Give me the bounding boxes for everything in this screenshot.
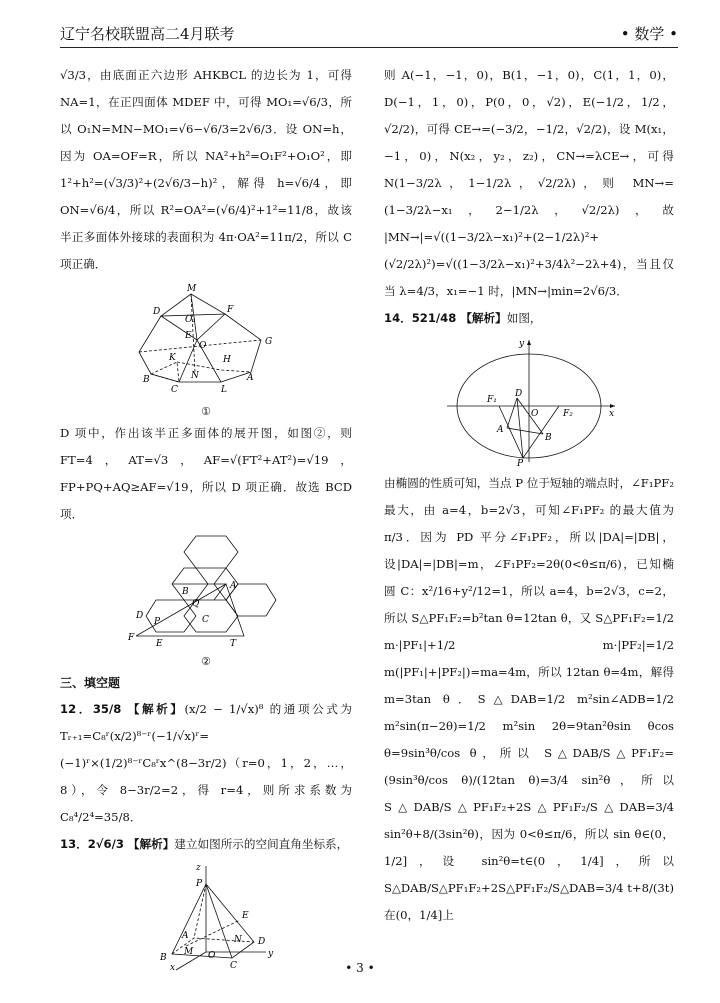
q13-continuation: 则 A(−1，−1，0)，B(1，−1，0)，C(1，1，0)，D(−1，1，0)，P(0，0，√2)，E(−1/2，1/2，√2/2)，可得 CE→=(−3/2，−1/2，√2/2)，设 M(x₁，−1，0)，N(x₂，y₂，z₂)，CN→=λCE→，可得 N(1−3/2λ，1−1/2λ，√2/2λ)，则 MN→=(1−3/2λ−x₁，2−1/2λ，√2/2λ)，故 |MN→|=√((1−3/2λ−x₁)²+(2−1/2λ)²+(√2/2λ)²)=√((1−3/2λ−x₁)²+3/4λ²−2λ+4)，当且仅当 λ=4/3，x₁=−1 时，|MN→|min=2√6/3． [384, 68, 674, 298]
label-F: F [227, 305, 234, 315]
solution-paragraph-d: D 项中，作出该半正多面体的展开图，如图②，则 FT=4，AT=√3，AF=√(FT²+AT²)=√19，FP+PQ+AQ≥AF=√19，所以 D 项正确．故选 BCD 项． [60, 426, 352, 521]
pyr-label-A: A [182, 931, 189, 941]
pyr-label-z: z [196, 863, 201, 873]
pyr-label-x: x [170, 963, 176, 972]
page-header [60, 18, 678, 48]
label-M: M [187, 284, 197, 294]
label-E: E [185, 331, 192, 341]
q13-text: 建立如图所示的空间直角坐标系， [174, 837, 349, 851]
ell-label-A: A [497, 425, 504, 435]
question-13 [60, 831, 352, 858]
label-L: L [221, 385, 227, 395]
pyr-label-y: y [268, 949, 274, 959]
label-B: B [143, 375, 150, 385]
figure-2-caption: ② [201, 655, 211, 668]
ellipse-figure [439, 336, 619, 466]
ell-label-x: x [609, 409, 615, 419]
ell-label-P: P [517, 459, 524, 466]
ell-label-y: y [519, 339, 525, 349]
ell-label-D: D [515, 389, 523, 399]
label-D: D [153, 307, 161, 317]
subject-label: • 数学 • [620, 25, 678, 43]
pyr-label-D: D [258, 937, 266, 947]
label-K: K [169, 353, 176, 363]
pyr-label-O: O [208, 951, 216, 961]
net-label-T: T [230, 639, 237, 649]
q14-solution: 由椭圆的性质可知，当点 P 位于短轴的端点时，∠F₁PF₂ 最大，由 a=4，b=2√3，可知∠F₁PF₂ 的最大值为 π/3．因为 PD 平分∠F₁PF₂，所以|DA|=|DB|，设|DA|=|DB|=m，∠F₁PF₂=2θ(0<θ≤π/6)，已知椭圆 C：x²/16+y²/12=1，所以 a=4，b=2√3，c=2，所以 S△PF₁F₂=b²tan θ=12tan θ，又 S△PF₁F₂=1/2 m·|PF₁|+1/2 m·|PF₂|=1/2 m(|PF₁|+|PF₂|)=ma=4m，所以 12tan θ=4m，解得 m=3tan θ．S△DAB=1/2 m²sin∠ADB=1/2 m²sin(π−2θ)=1/2 m²sin 2θ=9tan²θsin θcos θ=9sin³θ/cos θ，所以 S△DAB/S△PF₁F₂=(9sin³θ/cos θ)/(12tan θ)=3/4 sin²θ，所以 S△DAB/S△PF₁F₂+2S△PF₁F₂/S△DAB=3/4 sin²θ+8/(3sin²θ)，因为 0<θ≤π/6，所以 sin θ∈(0，1/2]，设 sin²θ=t∈(0，1/4]，所以 S△DAB/S△PF₁F₂+2S△PF₁F₂/S△DAB=3/4 t+8/(3t) 在(0，1/4]上 [384, 476, 674, 922]
net-label-B: B [182, 587, 189, 597]
question-14 [384, 305, 674, 332]
q12-label: 12．35/8 【解析】 [60, 702, 185, 716]
ell-label-F2: F₂ [563, 409, 573, 419]
pyr-label-E: E [242, 911, 249, 921]
pyr-label-M: M [184, 947, 194, 957]
pyr-label-N: N [234, 935, 242, 945]
label-N: N [191, 371, 199, 381]
q14-label: 14．521/48 【解析】 [384, 311, 507, 325]
label-O: O [199, 341, 207, 351]
polyhedron-figure [121, 282, 291, 400]
net-label-F: F [128, 633, 135, 643]
label-A: A [247, 373, 254, 383]
net-label-D: D [136, 611, 144, 621]
label-H: H [223, 355, 231, 365]
label-G: G [265, 337, 273, 347]
label-C: C [171, 385, 178, 395]
section-title: 三、填空题 [60, 676, 121, 690]
pyr-label-C: C [230, 961, 237, 971]
q13-label: 13．2√6/3 【解析】 [60, 837, 175, 851]
page-number: • 3 • [345, 961, 375, 975]
ell-label-F1: F₁ [487, 395, 497, 405]
label-O1: O₁ [185, 315, 196, 325]
net-label-P: P [154, 617, 161, 627]
net-label-Q: Q [192, 599, 200, 609]
pyramid-figure [136, 862, 276, 972]
net-label-E: E [156, 639, 163, 649]
pyr-label-B: B [160, 953, 167, 963]
question-12 [60, 696, 352, 831]
q14-intro: 如图， [506, 311, 542, 325]
q12-text: (x/2 − 1/√x)⁸ 的通项公式为 Tᵣ₊₁=C₈ʳ(x/2)⁸⁻ʳ(−1/√x)ʳ=(−1)ʳ×(1/2)⁸⁻ʳC₈ʳx^(8−3r/2)（r=0，1，2，…，8），令 8−3r/2=2，得 r=4，则所求系数为 C₈⁴/2⁴=35/8． [60, 702, 352, 824]
exam-title: 辽宁名校联盟高二4月联考 [60, 25, 235, 43]
right-column [384, 62, 674, 929]
pyr-label-P: P [196, 879, 203, 889]
net-label-C: C [202, 615, 209, 625]
solution-paragraph: √3/3，由底面正六边形 AHKBCL 的边长为 1，可得 NA=1，在正四面体 MDEF 中，可得 MO₁=√6/3，所以 O₁N=MN−MO₁=√6−√6/3=2√6/3．设 ON=h，因为 OA=OF=R，所以 NA²+h²=O₁F²+O₁O²，即 1²+h²=(√3/3)²+(2√6/3−h)²，解得 h=√6/4，即 ON=√6/4，所以 R²=OA²=(√6/4)²+1²=11/8，故该半正多面体外接球的表面积为 4π·OA²=11π/2，所以 C 项正确． [60, 68, 352, 271]
net-figure [126, 532, 286, 650]
left-column [60, 62, 352, 976]
ell-label-O: O [531, 409, 539, 419]
net-label-A: A [230, 581, 237, 591]
figure-1-caption: ① [201, 405, 211, 418]
ell-label-B: B [545, 433, 552, 443]
